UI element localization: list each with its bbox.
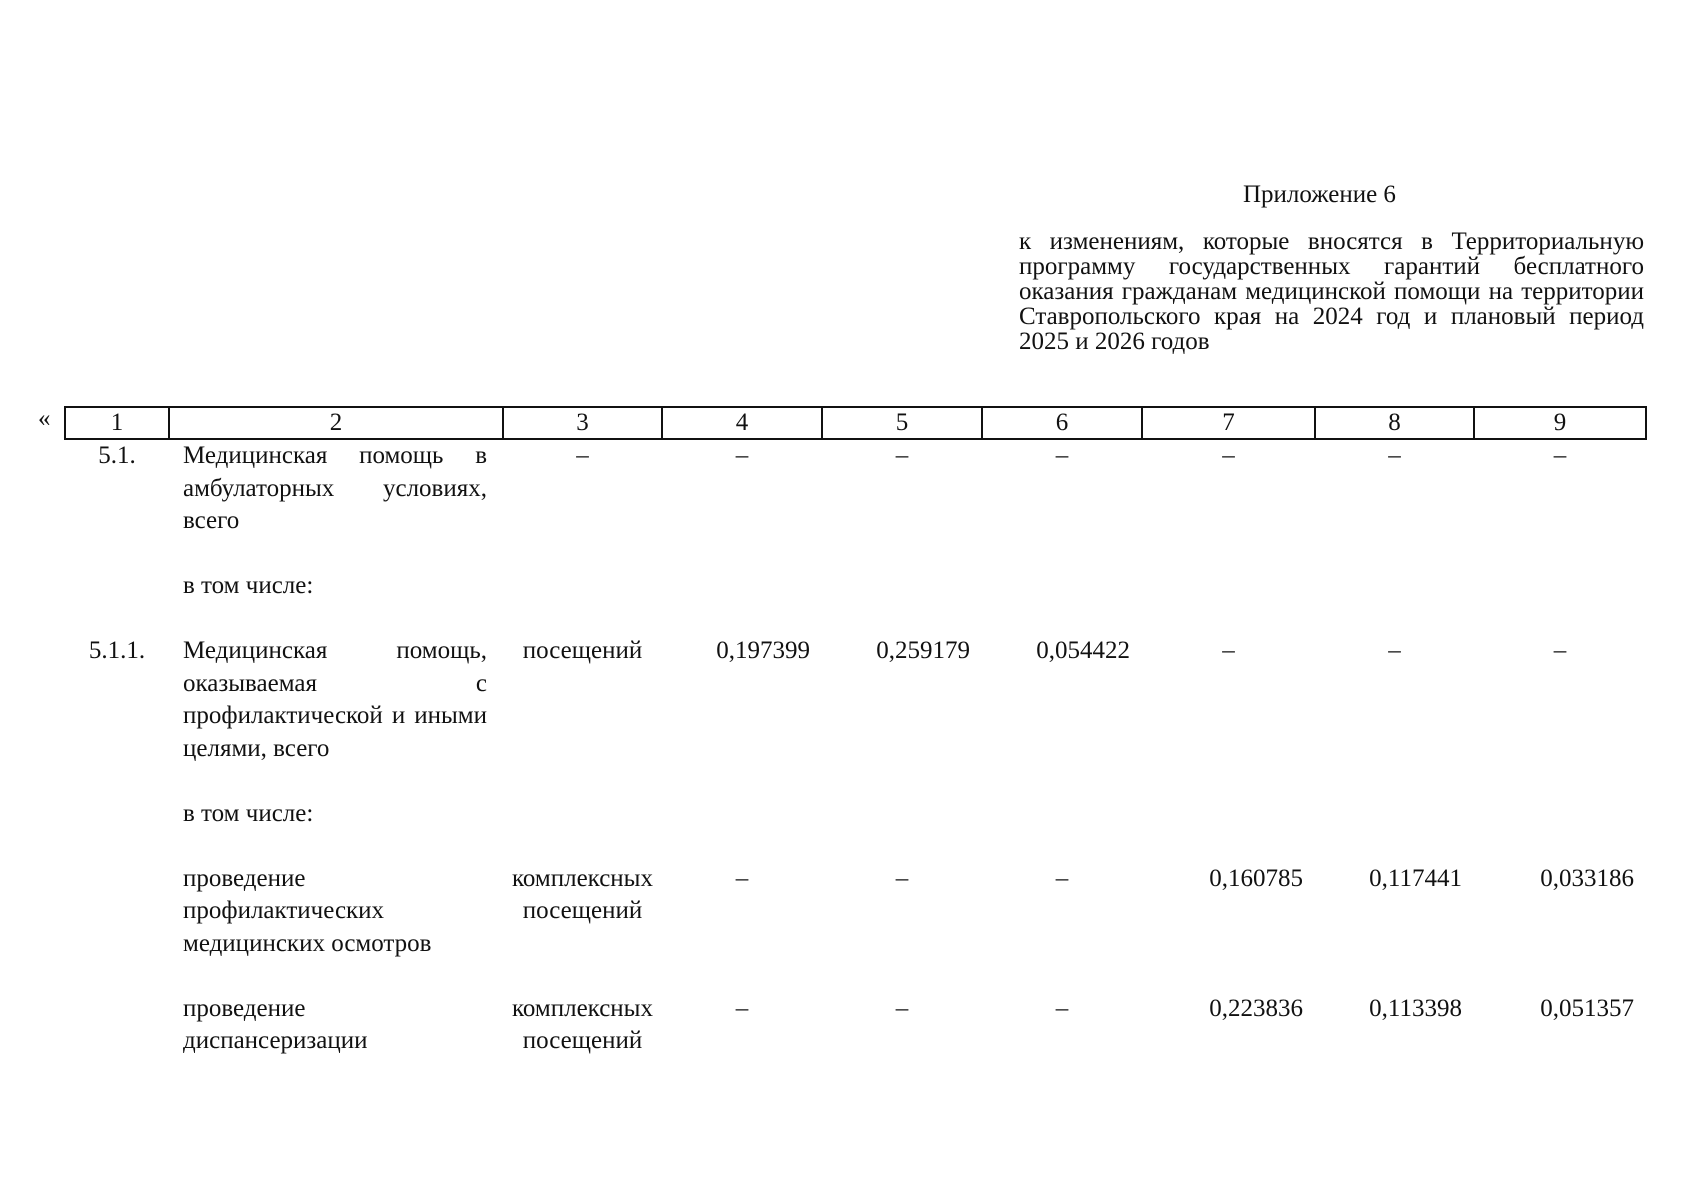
row-value-col4: – (735, 994, 749, 1022)
row-value-col8: – (1388, 442, 1401, 469)
row-value-col9: – (1553, 442, 1567, 469)
column-header-6: 6 (982, 407, 1142, 439)
column-header-9: 9 (1474, 407, 1646, 439)
row-value-col5: – (895, 994, 909, 1022)
row-spacer (65, 538, 1646, 571)
row-value-col9: – (1553, 637, 1567, 664)
row-number: 5.1. (98, 442, 136, 469)
row-value-col4: – (735, 864, 749, 892)
column-header-1: 1 (65, 407, 169, 439)
row-name: в том числе: (183, 572, 314, 599)
row-name: Медицинская помощь, оказываемая с профилактической и иными целями, всего (183, 637, 487, 762)
row-value-col5: 0,259179 (876, 637, 970, 664)
row-value-col8: 0,117441 (1369, 864, 1462, 892)
open-quote-mark: « (38, 405, 51, 432)
row-value-col9: 0,033186 (1540, 864, 1634, 892)
indicator-table (64, 406, 1647, 1058)
annex-title: Приложение 6 (1243, 181, 1396, 208)
table-row (65, 570, 1646, 603)
row-value-col6: – (1055, 442, 1069, 469)
row-number (65, 863, 169, 961)
row-value-col4: – (735, 442, 749, 469)
row-unit: комплексных посещений (512, 994, 653, 1054)
row-value-col7: 0,160785 (1209, 864, 1303, 892)
row-value-col8: – (1388, 637, 1401, 664)
column-header-5: 5 (822, 407, 982, 439)
table-row (65, 439, 1646, 538)
row-value-col8: 0,113398 (1369, 994, 1462, 1022)
row-value-col5: – (895, 442, 909, 469)
row-empty-values (503, 570, 1646, 603)
row-empty-values (503, 798, 1646, 831)
table-row (65, 798, 1646, 831)
column-header-7: 7 (1142, 407, 1315, 439)
row-spacer (65, 765, 1646, 798)
column-header-4: 4 (662, 407, 822, 439)
column-header-2: 2 (169, 407, 503, 439)
table-row (65, 993, 1646, 1058)
row-name: в том числе: (183, 799, 314, 827)
row-number (65, 570, 169, 603)
row-spacer (65, 960, 1646, 993)
row-value-col7: – (1222, 442, 1235, 469)
column-header-3: 3 (503, 407, 662, 439)
row-number (65, 798, 169, 831)
row-value-col6: – (1055, 994, 1069, 1022)
row-value-col7: – (1222, 637, 1235, 664)
row-value-col5: – (895, 864, 909, 892)
column-header-8: 8 (1315, 407, 1474, 439)
row-value-col6: – (1055, 864, 1069, 892)
row-name: Медицинская помощь в амбулаторных условиях, всего (183, 442, 487, 534)
row-spacer (65, 830, 1646, 863)
row-value-col6: 0,054422 (1036, 637, 1130, 664)
row-unit: комплексных посещений (512, 864, 653, 924)
table-row (65, 863, 1646, 961)
row-value-col7: 0,223836 (1209, 994, 1303, 1022)
row-value-col9: 0,051357 (1540, 994, 1634, 1022)
row-spacer (65, 603, 1646, 636)
row-unit: посещений (522, 637, 643, 664)
row-number (65, 993, 169, 1058)
column-number-header-row (65, 407, 1646, 439)
row-number: 5.1.1. (88, 637, 146, 664)
row-unit: – (576, 442, 589, 469)
row-name: проведение диспансеризации (183, 994, 368, 1054)
row-value-col4: 0,197399 (716, 637, 810, 664)
table-row (65, 635, 1646, 765)
row-name: проведение профилактических медицинских осмотров (183, 864, 432, 957)
annex-subtitle: к изменениям, которые вносятся в Территориальную программу государственных гарантий бесплатного оказания гражданам медицинской помощи на территории Ставропольского края на 2024 год и плановый период 2025 и 2026 годов (1019, 228, 1644, 355)
